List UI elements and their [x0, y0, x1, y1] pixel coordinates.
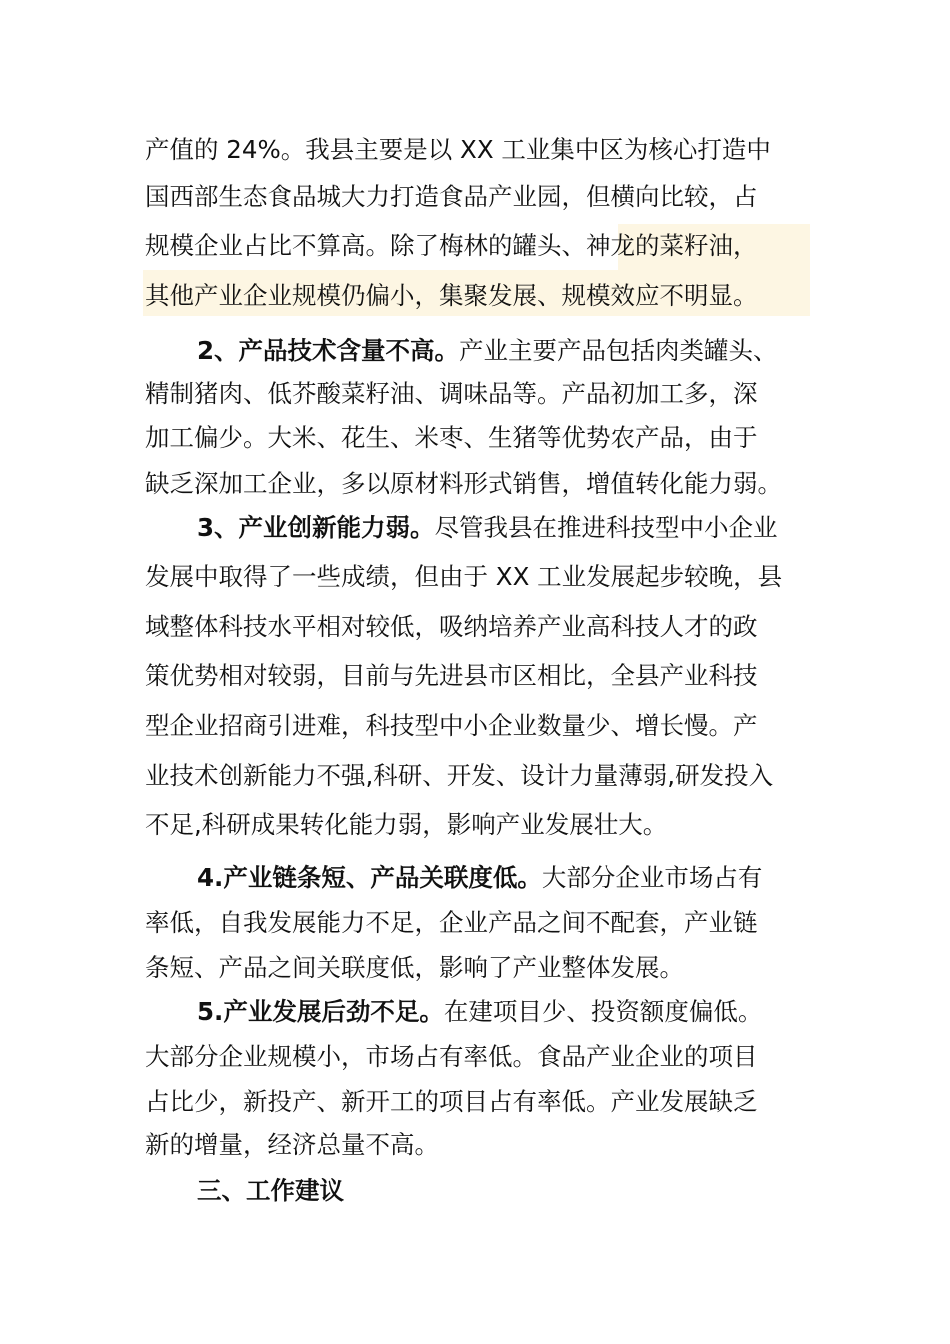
body-text-line: 缺乏深加工企业，多以原材料形式销售，增值转化能力弱。 [145, 469, 782, 498]
body-text-span: 产业主要产品包括肉类罐头、 [459, 336, 778, 365]
body-text-line: 域整体科技水平相对较低，吸纳培养产业高科技人才的政 [145, 612, 758, 641]
section-heading: 三、工作建议 [197, 1176, 344, 1205]
body-text-line: 产值的 24%。我县主要是以 XX 工业集中区为核心打造中 [145, 135, 771, 164]
body-text-line: 新的增量，经济总量不高。 [145, 1130, 439, 1159]
paragraph-first-line [197, 992, 810, 1032]
paragraph-first-line [197, 331, 810, 371]
body-text-line: 策优势相对较弱，目前与先进县市区相比，全县产业科技 [145, 661, 758, 690]
body-text-line: 业技术创新能力不强,科研、开发、设计力量薄弱,研发投入 [145, 761, 774, 790]
body-text-line: 发展中取得了一些成绩，但由于 XX 工业发展起步较晚，县 [145, 562, 783, 591]
highlighted-text-span: 但横向比较，占 [586, 182, 758, 211]
paragraph-heading: 3、产业创新能力弱。 [197, 513, 435, 542]
paragraph-first-line [197, 858, 810, 898]
body-text-line [145, 177, 810, 217]
body-text-span: 在建项目少、投资额度偏低。 [443, 997, 763, 1026]
body-text-line: 条短、产品之间关联度低，影响了产业整体发展。 [145, 953, 684, 982]
body-text-line: 精制猪肉、低芥酸菜籽油、调味品等。产品初加工多，深 [145, 379, 758, 408]
body-text-line: 大部分企业规模小，市场占有率低。食品产业企业的项目 [145, 1042, 758, 1071]
body-text-line: 率低，自我发展能力不足，企业产品之间不配套，产业链 [145, 908, 758, 937]
body-text-span: 尽管我县在推进科技型中小企业 [434, 513, 778, 542]
body-text-line: 其他产业企业规模仍偏小，集聚发展、规模效应不明显。 [145, 281, 758, 310]
paragraph-heading: 5.产业发展后劲不足。 [197, 997, 444, 1026]
body-text-line: 加工偏少。大米、花生、米枣、生猪等优势农产品，由于 [145, 423, 758, 452]
body-text-line: 规模企业占比不算高。除了梅林的罐头、神龙的菜籽油， [145, 231, 758, 260]
body-text-line: 型企业招商引进难，科技型中小企业数量少、增长慢。产 [145, 711, 758, 740]
paragraph-first-line [197, 508, 810, 548]
body-text-line: 占比少，新投产、新开工的项目占有率低。产业发展缺乏 [145, 1087, 758, 1116]
paragraph-heading: 2、产品技术含量不高。 [197, 336, 460, 365]
body-text-span: 国西部生态食品城大力打造食品产业园， [145, 182, 586, 211]
body-text-span: 大部分企业市场占有 [541, 863, 763, 892]
body-text-line: 不足,科研成果转化能力弱，影响产业发展壮大。 [145, 810, 668, 839]
paragraph-heading: 4.产业链条短、产品关联度低。 [197, 863, 542, 892]
